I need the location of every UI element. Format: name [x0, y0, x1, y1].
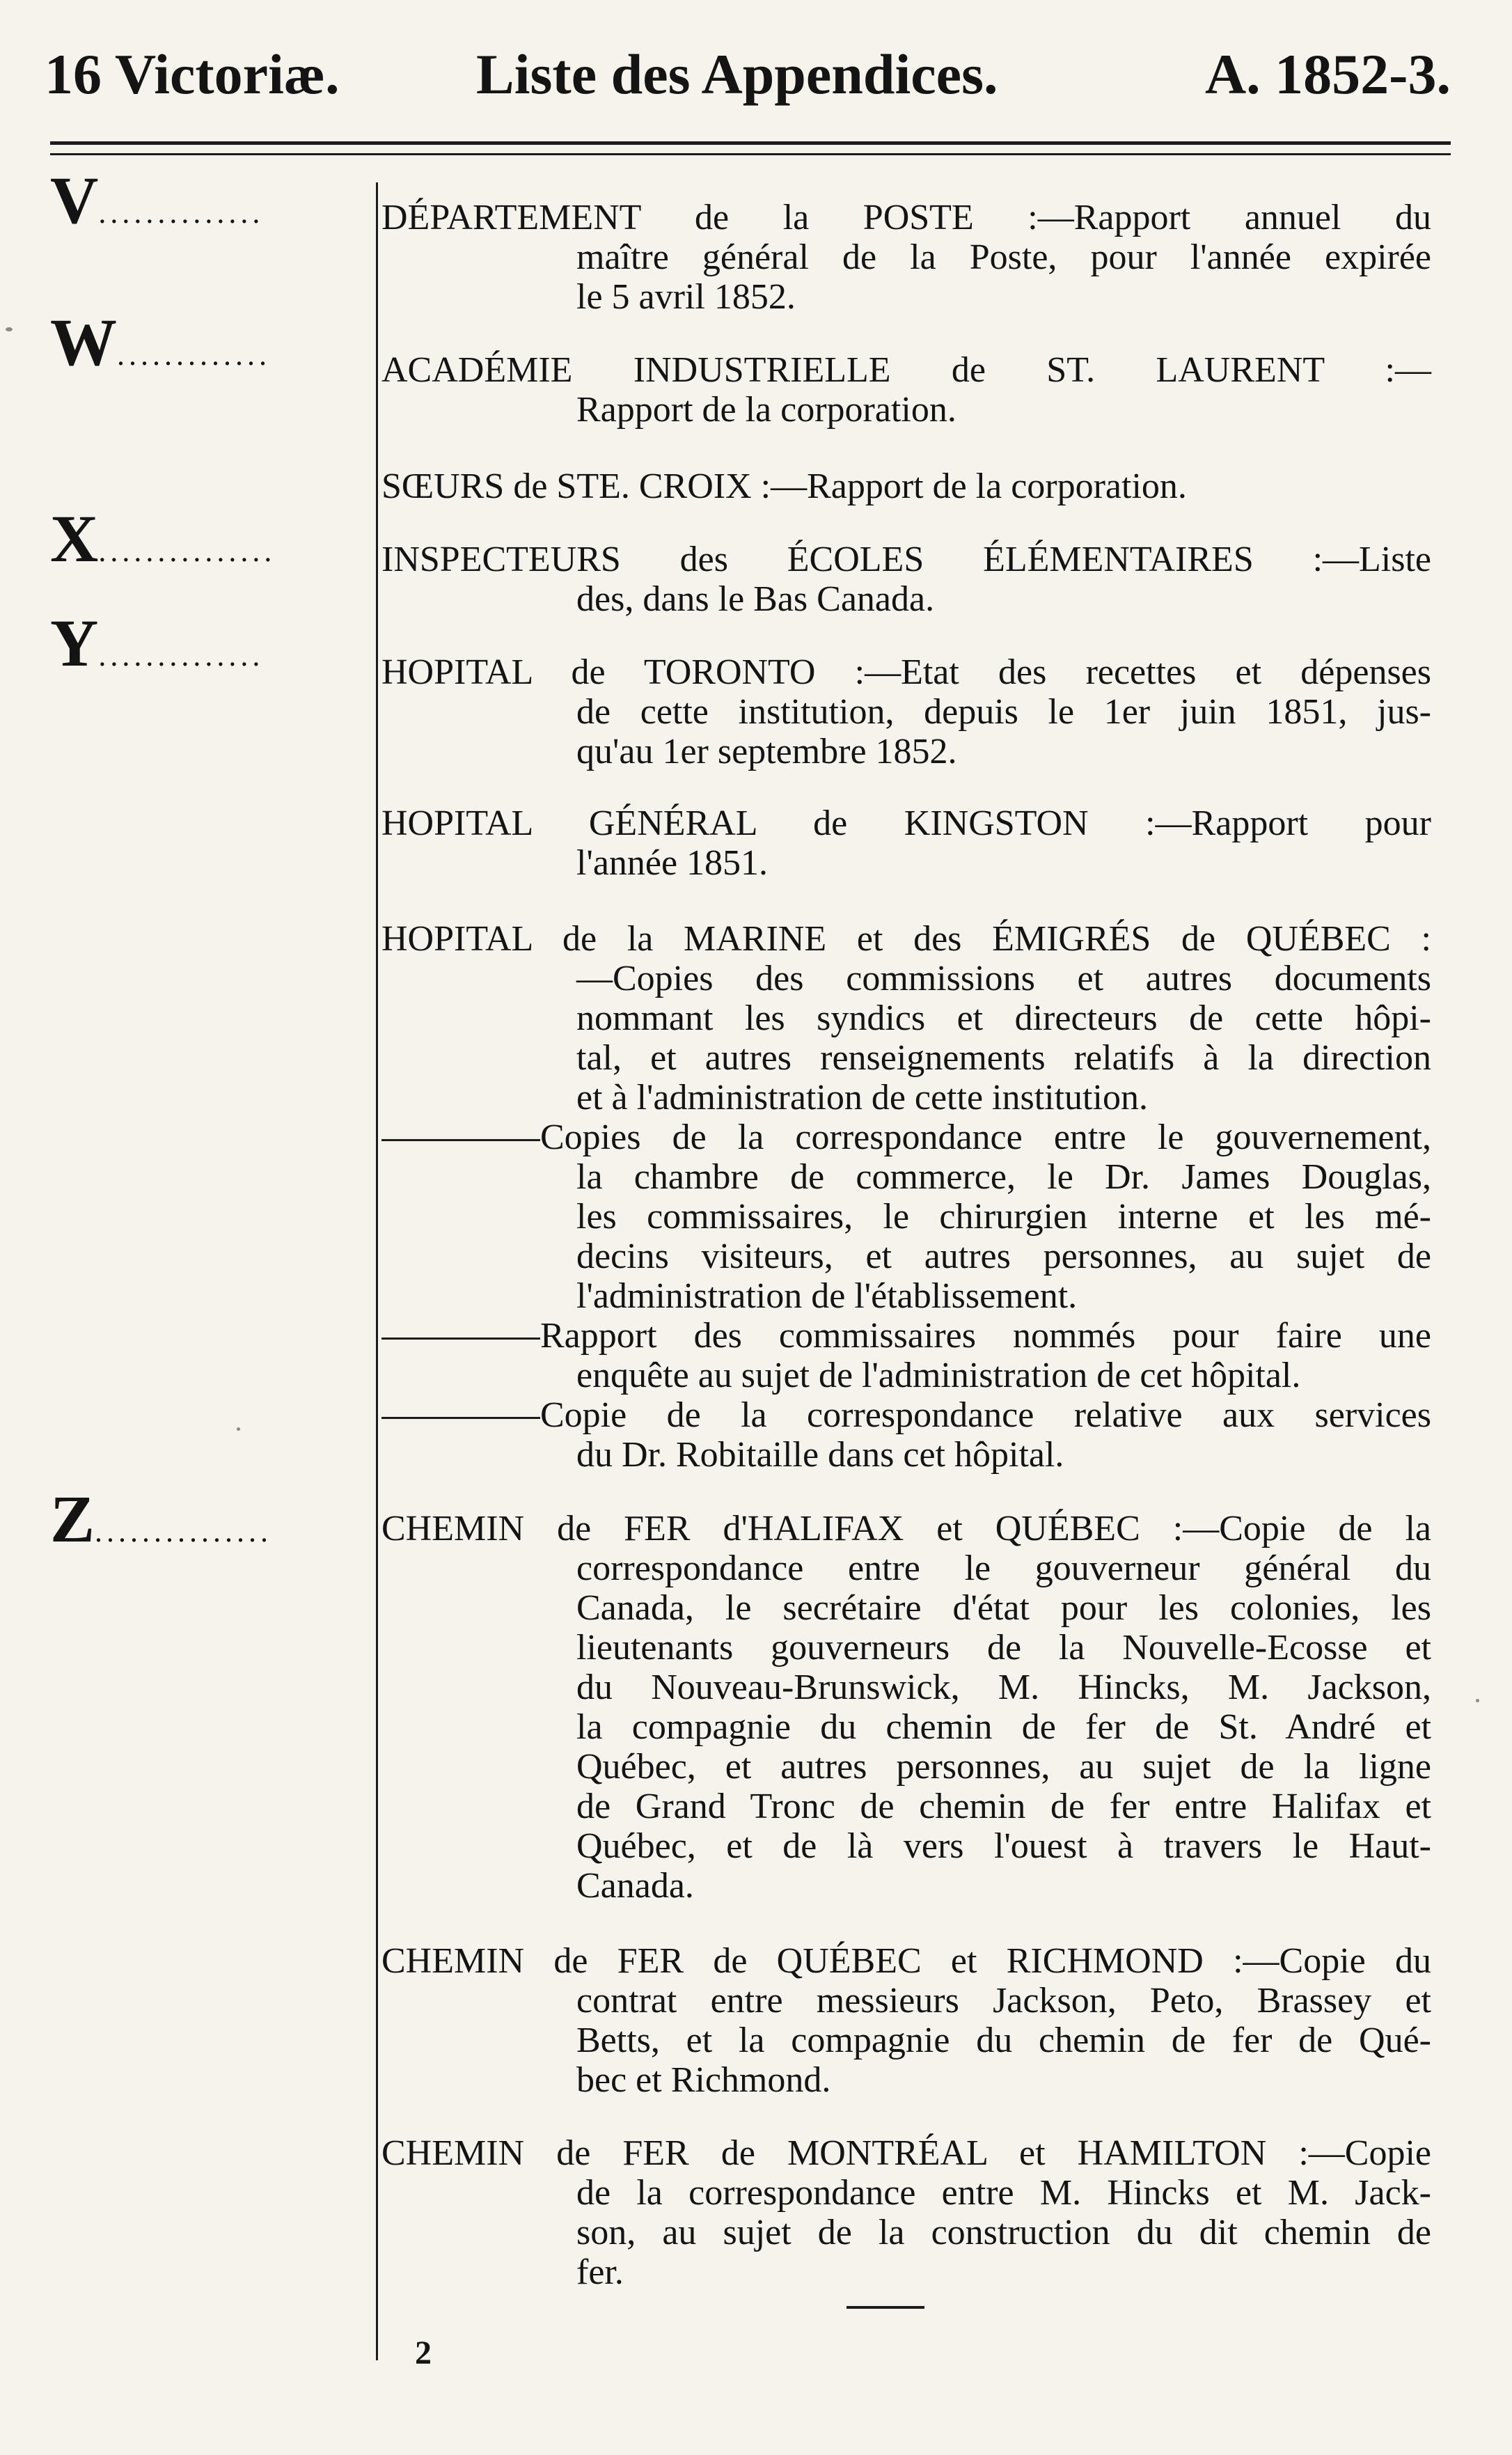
- entry-heading: CHEMIN de FER de QUÉBEC et RICHMOND :—Copie du: [381, 1941, 1431, 1981]
- entry-heading: HOPITAL de TORONTO :—Etat des recettes et dépenses: [381, 652, 1431, 692]
- appendix-letter-w: [50, 308, 376, 377]
- entry-line: Rapport de la corporation.: [576, 390, 956, 430]
- entry-line: de cette institution, depuis le 1er juin 1851, jus-: [576, 692, 1431, 732]
- entry-line: qu'au 1er septembre 1852.: [576, 732, 957, 771]
- entry-line: l'administration de l'établissement.: [576, 1276, 1078, 1316]
- entry-line: du Nouveau-Brunswick, M. Hincks, M. Jackson,: [576, 1668, 1431, 1707]
- sub-entry-text: Rapport des commissaires nommés pour faire une: [540, 1316, 1431, 1356]
- entry-chemin-montreal-hamilton: [381, 2133, 1431, 2292]
- entry-line: contrat entre messieurs Jackson, Peto, Brassey et: [576, 1981, 1431, 2021]
- entry-soeurs-ste-croix: [381, 466, 1431, 506]
- entry-line: la chambre de commerce, le Dr. James Douglas,: [576, 1157, 1431, 1197]
- sub-entry-heading: [381, 1316, 1431, 1356]
- entry-line: Betts, et la compagnie du chemin de fer de Qué-: [576, 2021, 1431, 2060]
- entry-line: Canada.: [576, 1866, 694, 1906]
- entry-line: nommant les syndics et directeurs de cette hôpi-: [576, 998, 1431, 1038]
- page-header: [45, 36, 1451, 113]
- ditto-dash: [381, 1139, 540, 1141]
- entry-line: les commissaires, le chirurgien interne et les mé-: [576, 1197, 1431, 1237]
- entry-heading: SŒURS de STE. CROIX :—Rapport de la corporation.: [381, 466, 1187, 506]
- leader-dots: ..............: [98, 196, 265, 230]
- letter-label: X: [50, 504, 99, 574]
- leader-dots: .............: [117, 338, 271, 372]
- letter-label: W: [50, 308, 117, 377]
- scan-speck: [1476, 1699, 1479, 1702]
- letter-label: Z: [50, 1484, 95, 1554]
- appendix-letter-v: [50, 166, 376, 235]
- entry-line: la compagnie du chemin de fer de St. André et: [576, 1707, 1431, 1747]
- entry-line: correspondance entre le gouverneur général du: [576, 1548, 1431, 1588]
- entry-line: Canada, le secrétaire d'état pour les colonies, les: [576, 1588, 1431, 1628]
- appendix-letter-z: [50, 1484, 376, 1554]
- appendix-letter-y: [50, 609, 376, 678]
- entry-line: tal, et autres renseignements relatifs à la direction: [576, 1038, 1431, 1078]
- entry-inspecteurs-ecoles: [381, 540, 1431, 619]
- entry-hopital-kingston: [381, 803, 1431, 883]
- entry-chemin-quebec-richmond: [381, 1941, 1431, 2100]
- entry-heading: HOPITAL de la MARINE et des ÉMIGRÉS de QUÉBEC :: [381, 919, 1431, 959]
- entry-line: maître général de la Poste, pour l'année expirée: [576, 237, 1431, 277]
- letter-label: V: [50, 166, 99, 235]
- entry-line: le 5 avril 1852.: [576, 277, 796, 317]
- entry-heading: INSPECTEURS des ÉCOLES ÉLÉMENTAIRES :—Liste: [381, 540, 1431, 579]
- entry-chemin-halifax-quebec: [381, 1509, 1431, 1906]
- header-rule-thin: [50, 153, 1451, 155]
- entry-heading: DÉPARTEMENT de la POSTE :—Rapport annuel du: [381, 198, 1431, 237]
- entry-line: fer.: [576, 2252, 624, 2292]
- sub-entry-text: Copie de la correspondance relative aux services: [540, 1395, 1431, 1435]
- signature-mark: 2: [415, 2335, 432, 2371]
- scan-speck: [237, 1427, 240, 1431]
- entry-line: bec et Richmond.: [576, 2060, 831, 2100]
- entry-line: de la correspondance entre M. Hincks et M. Jack-: [576, 2173, 1431, 2213]
- letter-label: Y: [50, 609, 99, 678]
- entry-line: enquête au sujet de l'administration de cet hôpital.: [576, 1356, 1301, 1395]
- header-rule-thick: [50, 141, 1451, 145]
- entry-line: des, dans le Bas Canada.: [576, 579, 935, 619]
- sub-entry-heading: [381, 1395, 1431, 1435]
- entry-line: son, au sujet de la construction du dit chemin de: [576, 2213, 1431, 2252]
- leader-dots: ...............: [98, 534, 276, 568]
- entry-departement-poste: [381, 198, 1431, 317]
- header-year: A. 1852-3.: [1204, 42, 1451, 106]
- entry-hopital-toronto: [381, 652, 1431, 771]
- entry-academie-industrielle: [381, 350, 1431, 430]
- entry-heading: CHEMIN de FER d'HALIFAX et QUÉBEC :—Copie de la: [381, 1509, 1431, 1548]
- sub-entry-heading: [381, 1117, 1431, 1157]
- scan-speck: [6, 327, 13, 331]
- entry-line: decins visiteurs, et autres personnes, au sujet de: [576, 1237, 1431, 1276]
- ditto-dash: [381, 1417, 540, 1419]
- entry-line: et à l'administration de cette institution.: [576, 1078, 1148, 1117]
- entry-line: —Copies des commissions et autres documents: [576, 959, 1431, 998]
- entry-line: Québec, et autres personnes, au sujet de la ligne: [576, 1747, 1431, 1787]
- column-divider: [376, 182, 378, 2360]
- closing-rule: [846, 2306, 924, 2309]
- entry-line: Québec, et de là vers l'ouest à travers le Haut-: [576, 1826, 1431, 1866]
- entry-heading: ACADÉMIE INDUSTRIELLE de ST. LAURENT :—: [381, 350, 1431, 390]
- entry-hopital-marine-quebec: [381, 919, 1431, 1475]
- entry-heading: HOPITAL GÉNÉRAL de KINGSTON :—Rapport pour: [381, 803, 1431, 843]
- entry-line: de Grand Tronc de chemin de fer entre Halifax et: [576, 1787, 1431, 1826]
- appendix-letter-x: [50, 504, 376, 574]
- entry-line: du Dr. Robitaille dans cet hôpital.: [576, 1435, 1064, 1475]
- leader-dots: ..............: [98, 638, 265, 673]
- ditto-dash: [381, 1338, 540, 1340]
- header-title: Liste des Appendices.: [476, 42, 998, 106]
- sub-entry-text: Copies de la correspondance entre le gouvernement,: [540, 1117, 1431, 1157]
- entry-line: lieutenants gouverneurs de la Nouvelle-Ecosse et: [576, 1628, 1431, 1668]
- entry-line: l'année 1851.: [576, 843, 769, 883]
- leader-dots: ...............: [95, 1514, 273, 1548]
- entry-heading: CHEMIN de FER de MONTRÉAL et HAMILTON :—Copie: [381, 2133, 1431, 2173]
- header-session: 16 Victoriæ.: [45, 42, 340, 106]
